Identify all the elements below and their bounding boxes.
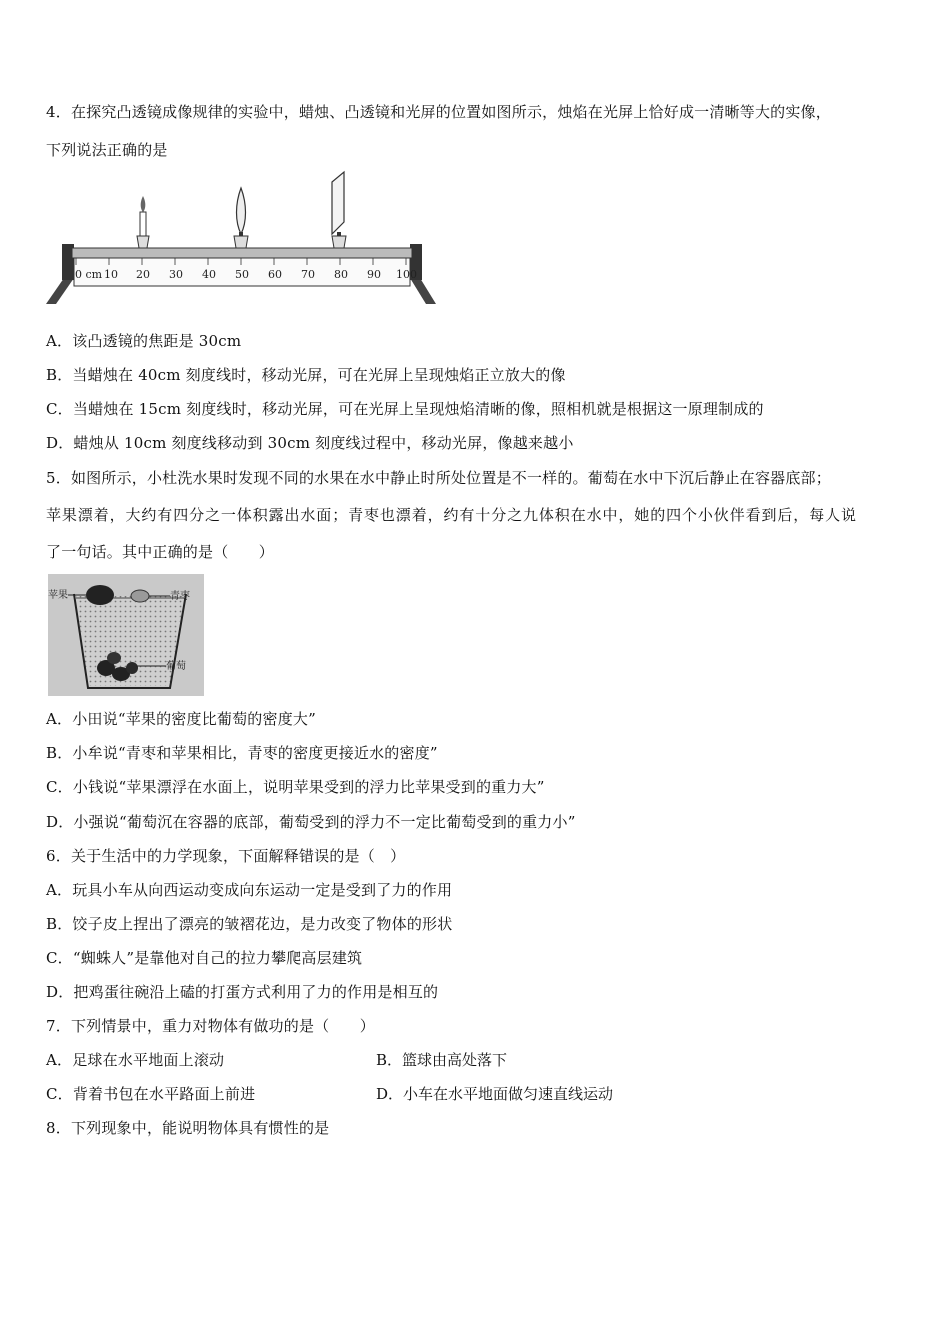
q5-option-c: C．小钱说“苹果漂浮在水面上，说明苹果受到的浮力比苹果受到的重力大” [46, 778, 545, 796]
label-apple: 苹果 [48, 590, 68, 601]
q5-stem-line1: 5．如图所示，小杜洗水果时发现不同的水果在水中静止时所处位置是不一样的。葡萄在水中下沉后静止在容器底部； [46, 469, 831, 487]
scale-label-100: 100 [396, 268, 417, 281]
q8-stem: 8．下列现象中，能说明物体具有惯性的是 [46, 1119, 330, 1137]
fruit-container-figure [48, 574, 204, 696]
q6-option-d: D．把鸡蛋往碗沿上磕的打蛋方式利用了力的作用是相互的 [46, 983, 439, 1001]
q4-option-a: A．该凸透镜的焦距是 30cm [46, 332, 242, 350]
q5-stem-line2: 苹果漂着，大约有四分之一体积露出水面；青枣也漂着，约有十分之九体积在水中，她的四个小伙伴看到后，每人说 [46, 506, 857, 524]
scale-label-70: 70 [301, 268, 315, 281]
q4-option-d: D．蜡烛从 10cm 刻度线移动到 30cm 刻度线过程中，移动光屏，像越来越小 [46, 434, 574, 452]
scale-label-30: 30 [169, 268, 183, 281]
bench-right-leg [410, 278, 436, 304]
q7-option-c: C．背着书包在水平路面上前进 [46, 1085, 256, 1103]
scale-label-50: 50 [235, 268, 249, 281]
scale-label-0: 0 cm [75, 268, 103, 281]
q7-stem: 7．下列情景中，重力对物体有做功的是（ ） [46, 1017, 375, 1035]
bench-left-leg [46, 278, 74, 304]
q4-stem-line1: 4．在探究凸透镜成像规律的实验中，蜡烛、凸透镜和光屏的位置如图所示，烛焰在光屏上恰好成一清晰等大的实像， [46, 103, 831, 121]
scale-label-40: 40 [202, 268, 216, 281]
grape-3 [107, 652, 121, 664]
bench-rail [72, 248, 412, 258]
q6-option-a: A．玩具小车从向西运动变成向东运动一定是受到了力的作用 [46, 881, 453, 899]
label-date: 青枣 [170, 591, 190, 602]
scale-label-20: 20 [136, 268, 150, 281]
q7-option-a: A．足球在水平地面上滚动 [46, 1051, 225, 1069]
q4-option-c: C．当蜡烛在 15cm 刻度线时，移动光屏，可在光屏上呈现烛焰清晰的像，照相机就是根据这一原理制成的 [46, 400, 764, 418]
grape-4 [126, 662, 138, 674]
q7-option-d: D．小车在水平地面做匀速直线运动 [376, 1085, 614, 1103]
q6-option-c: C．“蜘蛛人”是靠他对自己的拉力攀爬高层建筑 [46, 949, 363, 967]
scale-label-60: 60 [268, 268, 282, 281]
scale-label-10: 10 [104, 268, 118, 281]
candle [137, 196, 149, 248]
q6-stem: 6．关于生活中的力学现象，下面解释错误的是（ ） [46, 847, 406, 865]
q7-option-b: B．篮球由高处落下 [376, 1051, 508, 1069]
q5-option-a: A．小田说“苹果的密度比葡萄的密度大” [46, 710, 316, 728]
q4-stem-line2: 下列说法正确的是 [46, 141, 168, 159]
apple [86, 585, 114, 605]
label-grape: 葡萄 [166, 661, 186, 672]
q5-option-b: B．小牟说“青枣和苹果相比，青枣的密度更接近水的密度” [46, 744, 438, 762]
q5-option-d: D．小强说“葡萄沉在容器的底部，葡萄受到的浮力不一定比葡萄受到的重力小” [46, 813, 576, 831]
green-date [131, 590, 149, 602]
light-screen [332, 172, 346, 248]
convex-lens [234, 188, 248, 248]
scale-label-90: 90 [367, 268, 381, 281]
scale-label-80: 80 [334, 268, 348, 281]
q5-stem-line3: 了一句话。其中正确的是（ ） [46, 543, 275, 561]
optical-bench-figure [44, 168, 440, 308]
q6-option-b: B．饺子皮上捏出了漂亮的皱褶花边，是力改变了物体的形状 [46, 915, 453, 933]
q4-option-b: B．当蜡烛在 40cm 刻度线时，移动光屏，可在光屏上呈现烛焰正立放大的像 [46, 366, 566, 384]
